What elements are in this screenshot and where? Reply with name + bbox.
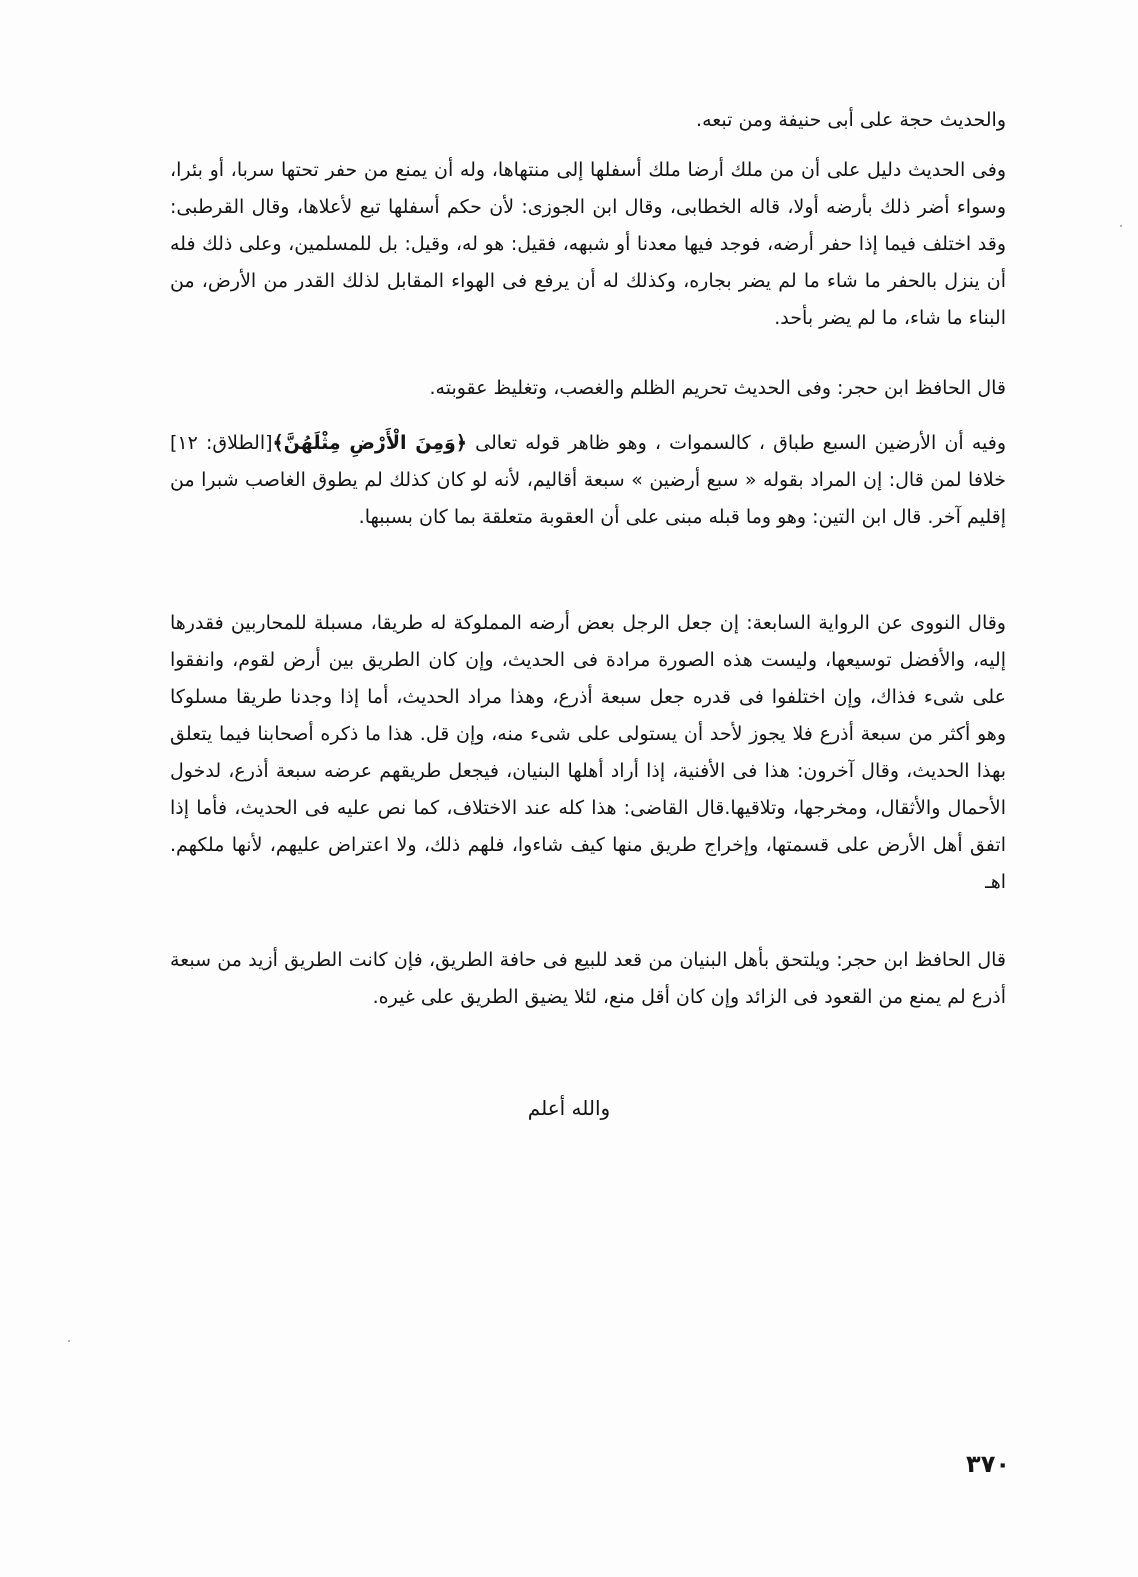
scan-speck [1120,225,1122,227]
paragraph-1: والحديث حجة على أبى حنيفة ومن تبعه. [696,109,1006,131]
page-number: ٣٧٠ [966,1450,1010,1478]
paragraph-6: قال الحافظ ابن حجر: ويلتحق بأهل البنيان من قعد للبيع فى حافة الطريق، فإن كانت الطريق أزيد من سبعة أذرع لم يمنع من القعود فى الزائد وإن كان أقل منع، لئلا يضيق الطريق على غيره. [170,949,1006,1008]
paragraph-4-rest: [الطلاق: ١٢] خلافا لمن قال: إن المراد بقوله « سبع أرضين » سبعة أقاليم، لأنه لو كان كذلك لم يطوق الغاصب شبرا من إقليم آخر. قال ابن التين: وهو وما قبله مبنى على أن العقوبة متعلقة بما كان بسببها. [170,432,1006,528]
paragraph-4-intro: وفيه أن الأرضين السبع طباق ، كالسموات ، وهو ظاهر قوله تعالى [475,432,1006,454]
quran-verse: ﴿وَمِنَ الْأَرْضِ مِثْلَهُنَّ﴾ [272,432,467,454]
paragraph-2: وفى الحديث دليل على أن من ملك أرضا ملك أسفلها إلى منتهاها، وله أن يمنع من حفر تحتها سربا، أو بئرا، وسواء أضر ذلك بأرضه أولا، قاله الخطابى، وقال ابن الجوزى: لأن حكم أسفلها تبع لأعلاها، وقال القرطبى: وقد اختلف فيما إذا حفر أرضه، فوجد فيها معدنا أو شبهه، فقيل: هو له، وقيل: بل للمسلمين، وعلى ذلك فله أن ينزل بالحفر ما شاء ما لم يضر بجاره، وكذلك له أن يرفع فى الهواء المقابل لذلك القدر من الأرض، من البناء ما شاء، ما لم يضر بأحد. [170,159,1006,329]
paragraph-4 [170,425,1006,536]
paragraph-3: قال الحافظ ابن حجر: وفى الحديث تحريم الظلم والغصب، وتغليظ عقوبته. [429,377,1006,399]
closing-phrase: والله أعلم [527,1096,611,1120]
scan-speck [68,1340,70,1342]
paragraph-5: وقال النووى عن الرواية السابعة: إن جعل الرجل بعض أرضه المملوكة له طريقا، مسبلة للمحاربين فقدرها إليه، والأفضل توسيعها، وليست هذه الصورة مرادة فى الحديث، وإن كان الطريق بين أرض لقوم، وانفقوا على شىء فذاك، وإن اختلفوا فى قدره جعل سبعة أذرع، وهذا مراد الحديث، أما إذا وجدنا طريقا مسلوكا وهو أكثر من سبعة أذرع فلا يجوز لأحد أن يستولى على شىء منه، وإن قل. هذا ما ذكره أصحابنا فيما يتعلق بهذا الحديث، وقال آخرون: هذا فى الأفنية، إذا أراد أهلها البنيان، فيجعل طريقهم عرضه سبعة أذرع، لدخول الأحمال والأثقال، ومخرجها، وتلاقيها.قال القاضى: هذا كله عند الاختلاف، كما نص عليه فى الحديث، فأما إذا اتفق أهل الأرض على قسمتها، وإخراج طريق منها كيف شاءوا، فلهم ذلك، ولا اعتراض عليهم، لأنها ملكهم. اهـ [170,612,1006,893]
